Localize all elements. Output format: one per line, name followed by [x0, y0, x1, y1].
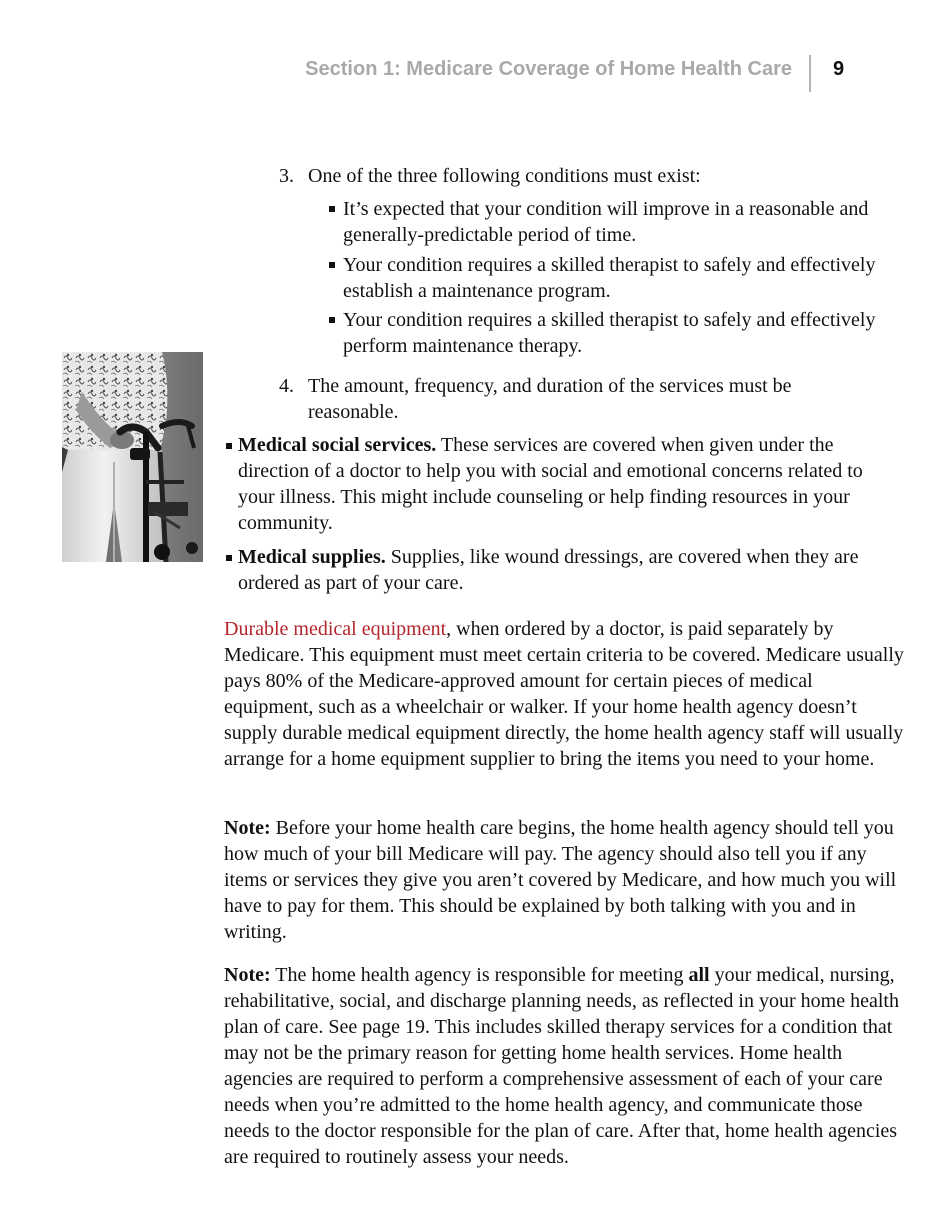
sub-list-item-text: Your condition requires a skilled therapist to safely and effectively perform maintenance therapy.: [343, 309, 876, 357]
list-item-3: [279, 163, 879, 189]
square-bullet-icon: [329, 262, 335, 268]
bullet-heading: Medical supplies.: [238, 546, 386, 568]
sub-list-item-text: Your condition requires a skilled therapist to safely and effectively establish a maintenance program.: [343, 254, 876, 302]
paragraph-text: your medical, nursing, rehabilitative, social, and discharge planning needs, as reflected in your home health plan of care. See page 19. This includes skilled therapy services for a condition that may not be the primary reason for getting home health services. Home health agencies are required to perform a comprehensive assessment of each of your care needs when you’re admitted to the home health agency, and communicate those needs to the doctor responsible for the plan of care. After that, home health agencies are required to routinely assess your needs.: [224, 964, 899, 1168]
square-bullet-icon: [226, 443, 232, 449]
bullet-medical-social-services: [224, 432, 904, 536]
list-item-text: One of the three following conditions must exist:: [308, 165, 701, 187]
durable-medical-equipment-link[interactable]: Durable medical equipment: [224, 618, 447, 640]
bullet-text: These services are covered when given under the direction of a doctor to help you with social and emotional concerns related to your illness. This might include counseling or help finding resources in your community.: [238, 434, 863, 534]
list-item-4: [279, 373, 879, 425]
note-label: Note:: [224, 964, 271, 986]
sub-list-item-text: It’s expected that your condition will improve in a reasonable and generally-predictable period of time.: [343, 198, 869, 246]
list-item-text: The amount, frequency, and duration of the services must be reasonable.: [308, 375, 792, 423]
page-number: 9: [833, 58, 845, 80]
bullet-text: Supplies, like wound dressings, are covered when they are ordered as part of your care.: [238, 546, 859, 594]
paragraph-durable-medical-equipment: [224, 616, 904, 772]
note-paragraph-1: [224, 815, 904, 945]
running-header-title: Section 1: Medicare Coverage of Home Health Care: [305, 58, 792, 80]
list-number: 4.: [279, 375, 294, 397]
note-label: Note:: [224, 817, 271, 839]
sub-list-item: [329, 307, 889, 359]
list-number: 3.: [279, 165, 294, 187]
bullet-heading: Medical social services.: [238, 434, 437, 456]
header-divider: [809, 55, 811, 92]
sub-list-item: [329, 196, 889, 248]
square-bullet-icon: [226, 555, 232, 561]
paragraph-text: Before your home health care begins, the home health agency should tell you how much of your bill Medicare will pay. The agency should also tell you if any items or services they give you aren’t covered by Medicare, and how much you will have to pay for them. This should be explained by both talking with you and in writing.: [224, 817, 897, 943]
bullet-medical-supplies: [224, 544, 904, 596]
paragraph-text: The home health agency is responsible for meeting: [270, 964, 689, 986]
sub-list-item: [329, 252, 889, 304]
emphasis-text: all: [688, 964, 710, 986]
paragraph-text: , when ordered by a doctor, is paid separately by Medicare. This equipment must meet certain criteria to be covered. Medicare usually pays 80% of the Medicare-approved amount for certain pieces of medical equipment, such as a wheelchair or walker. If your home health agency doesn’t supply durable medical equipment directly, the home health agency staff will usually arrange for a home equipment supplier to bring the items you need to your home.: [224, 618, 904, 770]
note-paragraph-2: [224, 962, 904, 1170]
square-bullet-icon: [329, 317, 335, 323]
square-bullet-icon: [329, 206, 335, 212]
walker-photo: [62, 352, 203, 562]
